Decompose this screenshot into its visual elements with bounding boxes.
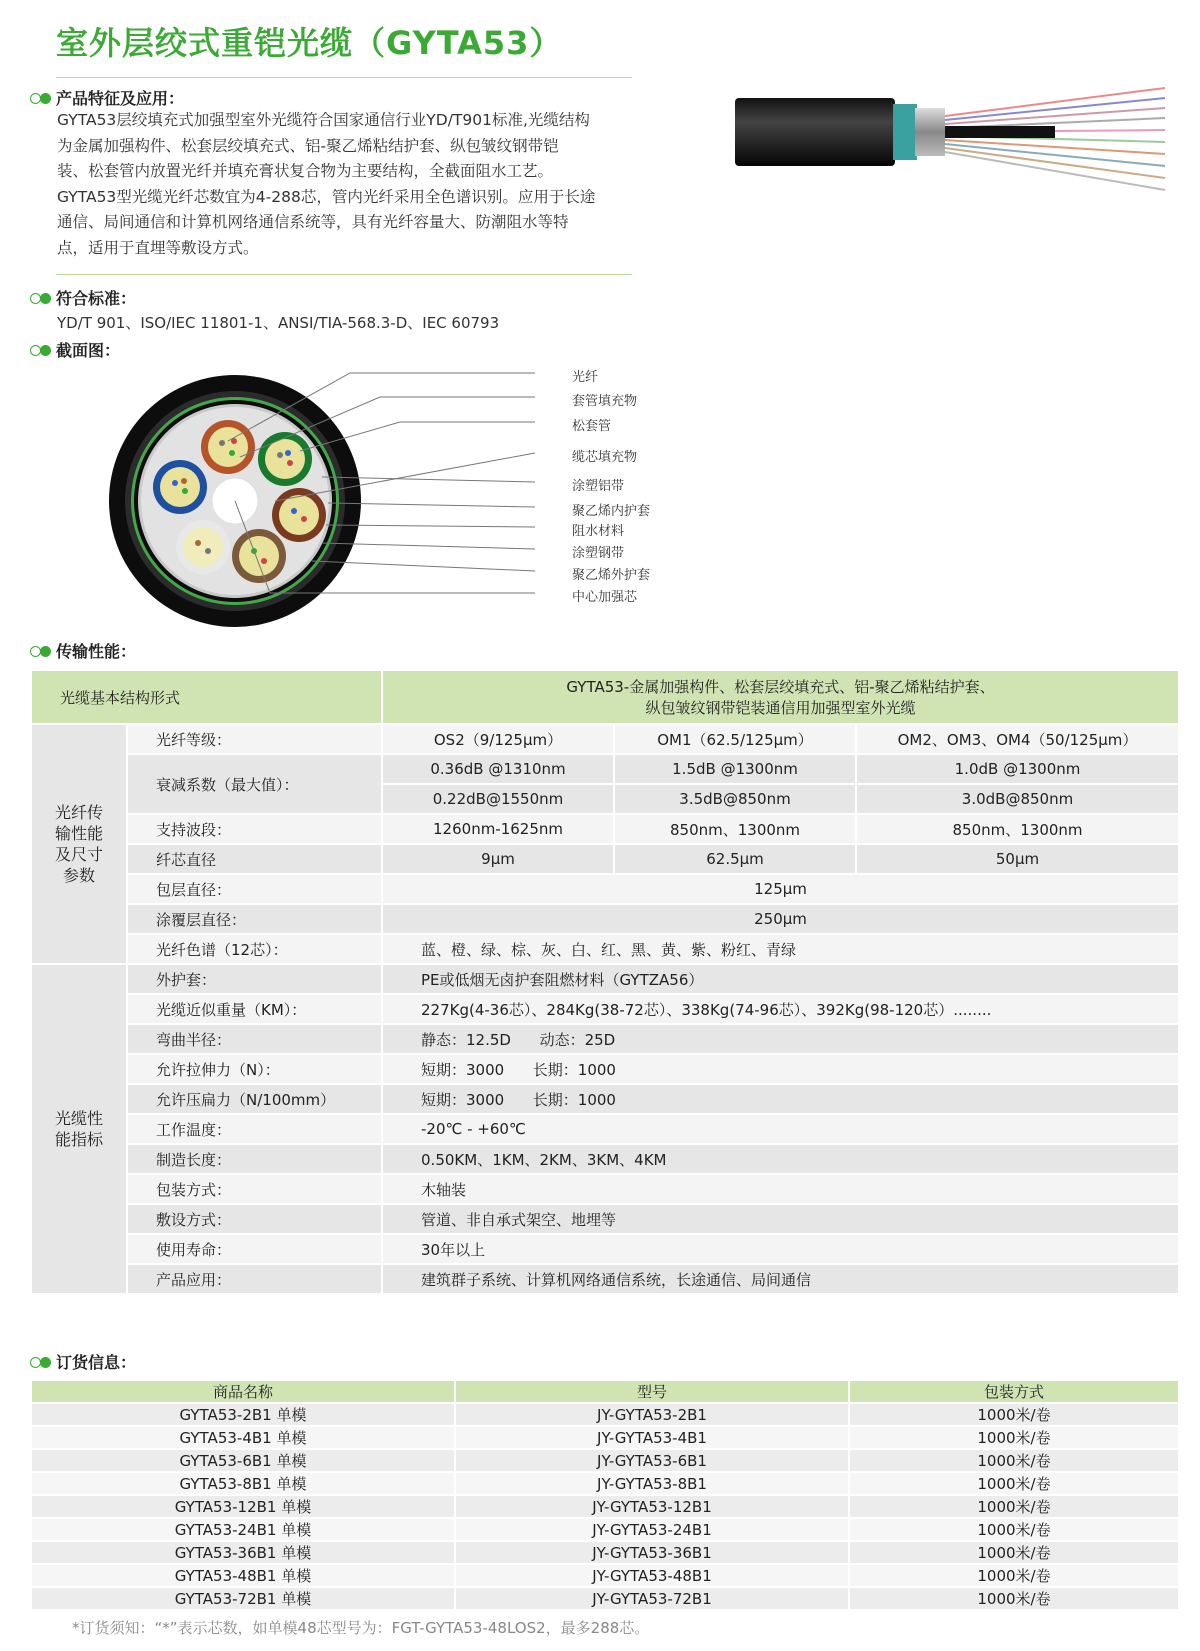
table-row: 0.22dB@1550nm 3.5dB@850nm 3.0dB@850nm	[31, 784, 1179, 814]
table-row: 包层直径： 125μm	[31, 874, 1179, 904]
table-row	[31, 670, 1179, 724]
table-row: GYTA53-2B1 单模 JY-GYTA53-2B1 1000米/卷	[31, 1403, 1179, 1426]
label-fiber: 光纤	[572, 370, 599, 385]
divider	[56, 77, 632, 78]
bullet-icon	[28, 644, 52, 658]
label-aluminum-tape: 涂塑铝带	[572, 479, 625, 494]
section-standards: 符合标准：	[28, 286, 136, 309]
table-row: 工作温度： -20℃ - +60℃	[31, 1114, 1179, 1144]
section-features: 产品特征及应用：	[28, 86, 184, 109]
standards-text: YD/T 901、ISO/IEC 11801-1、ANSI/TIA-568.3-D、IEC 60793	[57, 314, 500, 332]
page-title: 室外层绞式重铠光缆（GYTA53）	[56, 24, 563, 62]
bullet-icon	[28, 91, 52, 105]
table-row: 光缆性 能指标 外护套： PE或低烟无卤护套阻燃材料（GYTZA56）	[31, 964, 1179, 994]
label-inner-sheath: 聚乙烯内护套	[572, 504, 651, 519]
label-water-blocking: 阻水材料	[572, 524, 625, 539]
header-value: GYTA53-金属加强构件、松套层绞填充式、铝-聚乙烯粘结护套、 纵包皱纹钢带铠装通信用加强型室外光缆	[382, 670, 1179, 724]
table-row: GYTA53-6B1 单模 JY-GYTA53-6B1 1000米/卷	[31, 1449, 1179, 1472]
table-row: 允许拉伸力（N）： 短期：3000 长期：1000	[31, 1054, 1179, 1084]
table-row: GYTA53-4B1 单模 JY-GYTA53-4B1 1000米/卷	[31, 1426, 1179, 1449]
cross-section-labels	[572, 365, 692, 635]
section-transmission: 传输性能：	[28, 639, 136, 662]
table-row: 支持波段： 1260nm-1625nm 850nm、1300nm 850nm、1300nm	[31, 814, 1179, 844]
table-row: GYTA53-24B1 单模 JY-GYTA53-24B1 1000米/卷	[31, 1518, 1179, 1541]
table-row: 制造长度： 0.50KM、1KM、2KM、3KM、4KM	[31, 1144, 1179, 1174]
cross-section-diagram	[100, 365, 580, 637]
bullet-icon	[28, 1355, 52, 1369]
table-row: GYTA53-48B1 单模 JY-GYTA53-48B1 1000米/卷	[31, 1564, 1179, 1587]
table-row: 包装方式： 木轴装	[31, 1174, 1179, 1204]
table-row: 敷设方式： 管道、非自承式架空、地埋等	[31, 1204, 1179, 1234]
header-label: 光缆基本结构形式	[31, 670, 382, 724]
category-cable-performance: 光缆性 能指标	[31, 964, 127, 1294]
order-note: *订货须知：“*”表示芯数，如单模48芯型号为：FGT-GYTA53-48LOS2，最多288芯。	[72, 1619, 650, 1637]
table-row: 涂覆层直径： 250μm	[31, 904, 1179, 934]
table-row: GYTA53-8B1 单模 JY-GYTA53-8B1 1000米/卷	[31, 1472, 1179, 1495]
label-loose-tube: 松套管	[572, 419, 612, 434]
label-tube-filler: 套管填充物	[572, 394, 638, 409]
table-row: 允许压扁力（N/100mm） 短期：3000 长期：1000	[31, 1084, 1179, 1114]
section-cross-section: 截面图：	[28, 338, 120, 361]
table-row: 光纤传 输性能 及尺寸 参数 光纤等级： OS2（9/125μm） OM1（62.5/125μm） OM2、OM3、OM4（50/125μm）	[31, 724, 1179, 754]
divider	[56, 274, 632, 275]
table-row: GYTA53-12B1 单模 JY-GYTA53-12B1 1000米/卷	[31, 1495, 1179, 1518]
features-text: GYTA53层绞填充式加强型室外光缆符合国家通信行业YD/T901标准,光缆结构 为金属加强构件、松套层绞填充式、铝-聚乙烯粘结护套、纵包皱纹钢带铠 装、松套管内放置光纤并填充膏状复合物为主要结构，全截面阻水工艺。 GYTA53型光缆光纤芯数宜为4-288芯，管内光纤采用全色谱识别。应用于长途 通信、局间通信和计算机网络通信系统等，具有光纤容量大、防潮阻水等特 点，适用于直埋等敷设方式。	[57, 111, 596, 257]
table-row: 光缆近似重量（KM）： 227Kg(4-36芯）、284Kg(38-72芯）、338Kg(74-96芯）、392Kg(98-120芯）........	[31, 994, 1179, 1024]
label-outer-sheath: 聚乙烯外护套	[572, 568, 651, 583]
bullet-icon	[28, 291, 52, 305]
table-row: 纤芯直径 9μm 62.5μm 50μm	[31, 844, 1179, 874]
order-table	[30, 1379, 1180, 1611]
cable-image	[735, 86, 1175, 196]
section-ordering: 订货信息：	[28, 1350, 136, 1373]
category-fiber-params: 光纤传 输性能 及尺寸 参数	[31, 724, 127, 964]
spec-table	[30, 669, 1180, 1295]
table-row: GYTA53-72B1 单模 JY-GYTA53-72B1 1000米/卷	[31, 1587, 1179, 1610]
bullet-icon	[28, 343, 52, 357]
label-core-filler: 缆芯填充物	[572, 450, 638, 465]
table-row: 弯曲半径： 静态：12.5D 动态：25D	[31, 1024, 1179, 1054]
table-row: 衰减系数（最大值）： 0.36dB @1310nm 1.5dB @1300nm 1.0dB @1300nm	[31, 754, 1179, 784]
table-header-row: 商品名称 型号 包装方式	[31, 1380, 1179, 1403]
label-steel-tape: 涂塑钢带	[572, 546, 625, 561]
label-central-member: 中心加强芯	[572, 590, 638, 605]
table-row: 产品应用： 建筑群子系统、计算机网络通信系统，长途通信、局间通信	[31, 1264, 1179, 1294]
table-row: 光纤色谱（12芯）： 蓝、橙、绿、棕、灰、白、红、黑、黄、紫、粉红、青绿	[31, 934, 1179, 964]
table-row: 使用寿命： 30年以上	[31, 1234, 1179, 1264]
table-row: GYTA53-36B1 单模 JY-GYTA53-36B1 1000米/卷	[31, 1541, 1179, 1564]
